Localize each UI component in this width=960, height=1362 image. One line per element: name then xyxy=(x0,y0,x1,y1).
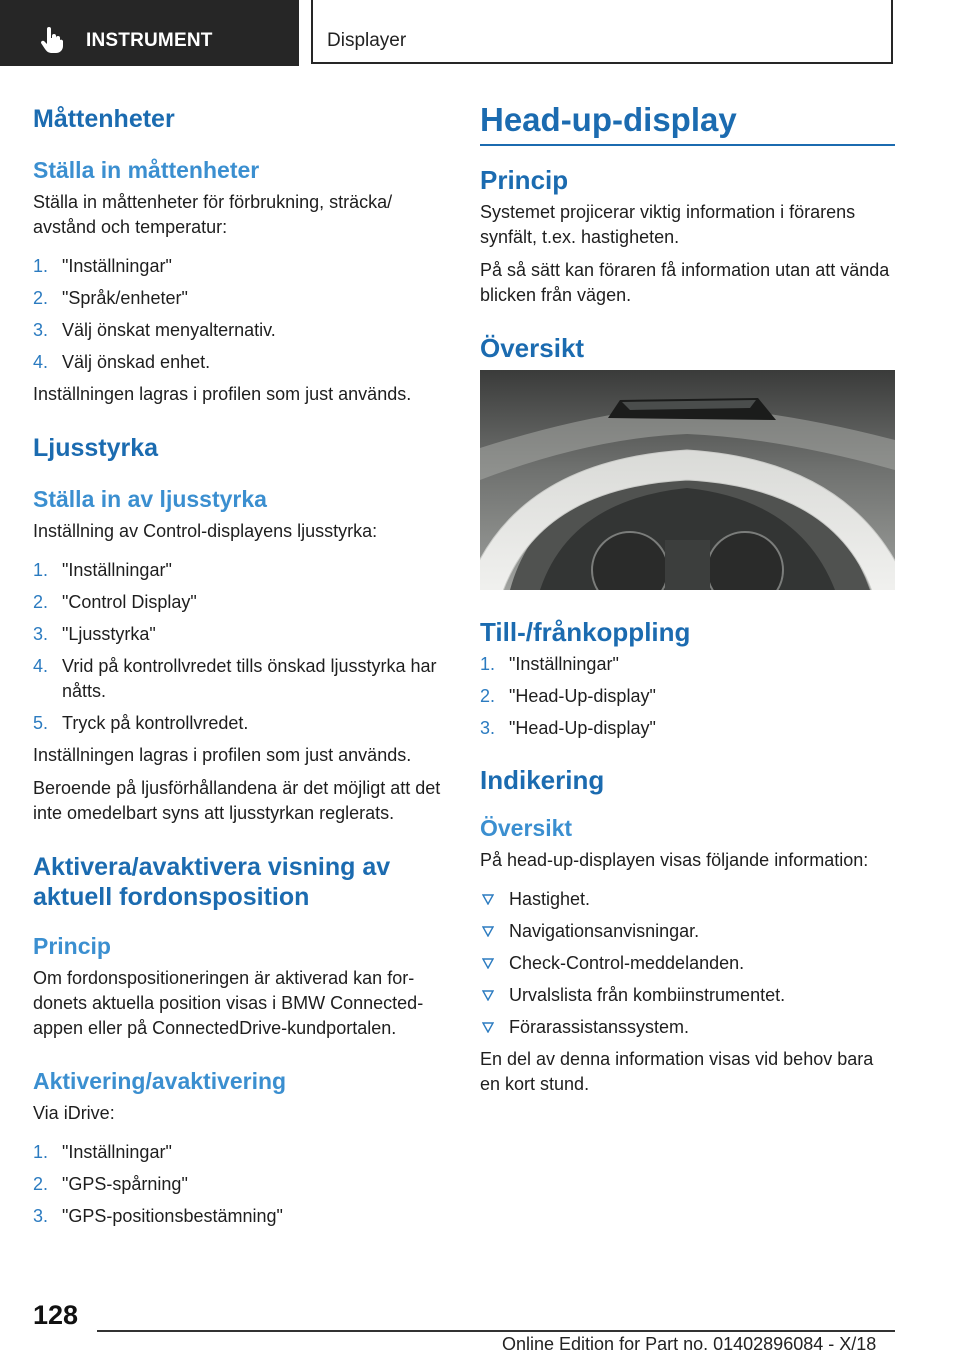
page-number: 128 xyxy=(33,1300,79,1330)
indication-note: En del av denna information visas vid behov bara en kort stund. xyxy=(480,1049,874,1094)
list-item: 2. "Control Display" xyxy=(33,592,197,612)
list-item: 3. "GPS-positionsbestämning" xyxy=(33,1206,283,1226)
hud-principle-heading: Princip xyxy=(480,165,569,195)
brightness-intro: Inställning av Control-displayens ljusstyrka: xyxy=(33,521,378,541)
list-item: 4. Vrid på kontrollvredet tills önskad ljusstyrka har nåtts. xyxy=(33,656,437,701)
hand-pointer-icon xyxy=(40,27,64,53)
list-item: 2. "Språk/enheter" xyxy=(33,288,188,308)
subsection-box xyxy=(311,0,893,64)
edition-note: Online Edition for Part no. 01402896084 - X/18 xyxy=(502,1334,877,1354)
list-item: 3. "Ljusstyrka" xyxy=(33,624,156,644)
indication-heading: Indikering xyxy=(480,765,605,795)
brightness-steps xyxy=(33,558,448,736)
triangle-bullet-icon xyxy=(482,990,494,1001)
heading-rule xyxy=(480,144,895,146)
list-item: Check-Control-meddelanden. xyxy=(480,951,895,976)
onoff-heading: Till-/frånkoppling xyxy=(480,617,691,647)
list-item: 1. "Inställningar" xyxy=(33,1142,172,1162)
position-principle-heading: Princip xyxy=(33,933,111,959)
position-activation-intro: Via iDrive: xyxy=(33,1103,115,1123)
list-item: 5. Tryck på kontrollvredet. xyxy=(33,713,249,733)
list-item: 1. "Inställningar" xyxy=(480,654,619,674)
list-item: 2. "GPS-spårning" xyxy=(33,1174,188,1194)
indication-list xyxy=(480,887,895,1040)
hud-heading: Head-up-display xyxy=(480,101,737,138)
list-item: 4. Välj önskad enhet. xyxy=(33,352,211,372)
onoff-steps xyxy=(480,652,895,741)
hud-overview-heading: Översikt xyxy=(480,333,585,363)
triangle-bullet-icon xyxy=(482,1022,494,1033)
triangle-bullet-icon xyxy=(482,958,494,969)
list-item: 3. "Head-Up-display" xyxy=(480,718,656,738)
subsection-label: Displayer xyxy=(327,30,407,51)
list-item: 2. "Head-Up-display" xyxy=(480,686,656,706)
list-item: Navigationsanvisningar. xyxy=(480,919,895,944)
hud-principle-p1: Systemet projicerar viktig information i förarens synfält, t.ex. hastigheten. xyxy=(480,202,856,247)
indication-intro: På head-up-displayen visas följande information: xyxy=(480,850,869,870)
list-item: 3. Välj önskat menyalternativ. xyxy=(33,320,276,340)
position-steps xyxy=(33,1140,448,1229)
brightness-subheading: Ställa in av ljusstyrka xyxy=(33,486,267,512)
units-heading: Måttenheter xyxy=(33,105,175,133)
brightness-note-1: Inställningen lagras i profilen som just används. xyxy=(33,745,412,765)
units-subheading: Ställa in måttenheter xyxy=(33,157,260,183)
position-principle-text: Om fordonspositioneringen är aktiverad kan for- donets aktuella position visas i BMW Connected- appen eller på ConnectedDrive-kundportalen. xyxy=(33,968,424,1038)
list-item: Förarassistanssystem. xyxy=(480,1015,895,1040)
triangle-bullet-icon xyxy=(482,926,494,937)
list-item: Hastighet. xyxy=(480,887,895,912)
left-column xyxy=(33,100,448,1236)
section-tab xyxy=(0,0,299,66)
position-heading: Aktivera/avaktivera visning av aktuell fordonsposition xyxy=(33,853,391,911)
section-label: INSTRUMENT xyxy=(86,30,213,51)
hud-principle-p2: På så sätt kan föraren få information utan att vända blicken från vägen. xyxy=(480,260,890,305)
triangle-bullet-icon xyxy=(482,894,494,905)
list-item: Urvalslista från kombiinstrumentet. xyxy=(480,983,895,1008)
brightness-note-2: Beroende på ljusförhållandena är det möjligt att det inte omedelbart syns att ljusstyrkan reglerats. xyxy=(33,778,441,823)
brightness-heading: Ljusstyrka xyxy=(33,434,159,462)
units-note: Inställningen lagras i profilen som just används. xyxy=(33,384,412,404)
head-up-display-photo xyxy=(480,370,895,590)
footer-rule xyxy=(97,1330,895,1332)
list-item: 1. "Inställningar" xyxy=(33,560,172,580)
position-activation-heading: Aktivering/avaktivering xyxy=(33,1068,287,1094)
units-steps xyxy=(33,254,448,375)
right-column xyxy=(480,100,895,1105)
list-item: 1. "Inställningar" xyxy=(33,256,172,276)
indication-subheading: Översikt xyxy=(480,815,573,841)
page-header xyxy=(0,0,960,66)
units-intro: Ställa in måttenheter för förbrukning, sträcka/ avstånd och temperatur: xyxy=(33,192,393,237)
